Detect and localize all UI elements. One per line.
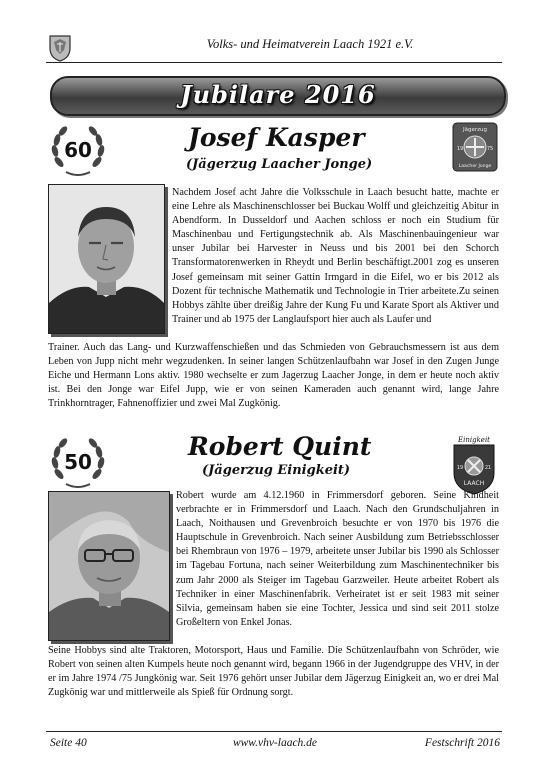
age-number: 60 xyxy=(64,138,92,162)
biography-text-continued: Trainer. Auch das Lang- und Kurzwaffenschießen und das Schmieden von Gebrauchsmessern ist aus dem Leben von Jupp nicht mehr wegzudenken. In seiner langen Schützenlaufbahn war Josef in den Zugen Junge Eiche und Hermann Lons aktiv. 1980 wechselte er zum Jagerzug Laacher Jonge, in dem er heute noch aktiv ist. Bei den Jonge war Eifel Jupp, wie er von seinen Kameraden auch genannt wird, lange Jahre Trinkhorntrager, Fahnenoffizier und zwei Mal Zugkönig. xyxy=(48,342,499,410)
header-divider xyxy=(46,62,502,63)
footer-divider xyxy=(46,731,502,732)
emblem-top-text: Einigkeit xyxy=(457,436,491,444)
jubilar-name: Robert Quint xyxy=(188,432,372,461)
jubilar-group: (Jägerzug Laacher Jonge) xyxy=(186,157,373,172)
emblem-right-text: 75 xyxy=(486,146,494,152)
page-number: Seite 40 xyxy=(50,737,87,749)
page-title: Jubilare 2016 xyxy=(180,80,376,109)
biography-text-continued: Seine Hobbys sind alte Traktoren, Motorsport, Haus und Familie. Die Schützenlaufbahn von Schröder, wie Robert von seinen alten Kumpels heute noch genannt wird, begann 1966 in der Jugendgruppe des VHV, in der er im Jahre 1974 /75 Jungkönig war. Seit 1976 gehört unser Jubilar dem Jägerzug Einigkeit an, wo er drei Mal Zugkönig war und mittlerweile als Spieß für Ordnung sorgt. xyxy=(48,645,499,699)
coat-of-arms-icon xyxy=(48,34,72,62)
einigkeit-emblem-icon xyxy=(452,433,496,495)
website-link[interactable]: www.vhv-laach.de xyxy=(232,737,318,749)
emblem-bottom-text: LAACH xyxy=(463,480,485,487)
age-number: 50 xyxy=(64,450,92,474)
emblem-left-text: 19 xyxy=(456,146,464,152)
portrait-photo xyxy=(48,491,170,641)
emblem-top-text: Jägerzug xyxy=(463,127,487,133)
jubilar-group: (Jägerzug Einigkeit) xyxy=(202,463,351,478)
biography-text: Robert wurde am 4.12.1960 in Frimmersdorf geboren. Seine Kindheit verbrachte er in Frimmersdorf und Laach. Nach den Grundschuljahren in Laach, Noithausen und Grevenbroich besuchte er von 1970 bis 1976 die Hauptschule in Grevenbroich. Nach seiner Ausbildung zum Betriebsschlosser bei Rhembraun von 1976 – 1979, arbeitete unser Jubilar bis 1990 als Schlosser im Tagebau Fortuna, nach seiner Weiterbildung zum Maschinentechniker bis zum Jahr 2000 als Steiger im Tagebau Garzweiler. Heute arbeitet Robert als Techniker in einer Maschinenfabrik. Verheiratet ist er seit 1983 mit seiner Silvia, gemeinsam haben sie eine Tochter, Jessica und sind seit 2011 stolze Großeltern von Enkel Jonas. xyxy=(176,490,499,628)
emblem-right-text: 21 xyxy=(484,465,492,471)
jagerzug-emblem-icon xyxy=(452,122,498,172)
portrait-photo xyxy=(48,184,165,334)
emblem-left-text: 19 xyxy=(456,465,464,471)
biography-text: Nachdem Josef acht Jahre die Volksschule in Laach besucht hatte, machte er eine Lehre als Maschinenschlosser bei Buckau Wolff und gleichzeitig Abitur in Abendform. In Dusseldorf und Aachen schloss er noch ein Studium für Maschinenbau und Fertigungstechnik ab. Als Maschinenbauingenieur war unser Jubilar bei Harvester in Neuss und bis 2001 bei den Schorch Transformatorenwerken in Rheydt und Berlin beschäftigt.2001 zog es unseren Josef gemeinsam mit seiner Gattin Irmgard in die Eifel, wo er bis 2012 als Dozent für technische Mathematik und Technologie in Trier arbeitete.Zu seinen Hobbys zählte über dreißig Jahre der Kung Fu und Karate Sport als Aktiver und Trainer und ab 1975 der Langlaufsport hier auch als Laufer und xyxy=(172,187,499,325)
emblem-bottom-text: Laacher Jonge xyxy=(458,164,492,169)
club-title: Volks- und Heimatverein Laach 1921 e.V. xyxy=(206,37,414,51)
jubilar-name: Josef Kasper xyxy=(188,123,365,152)
publication-title: Festschrift 2016 xyxy=(424,737,500,749)
